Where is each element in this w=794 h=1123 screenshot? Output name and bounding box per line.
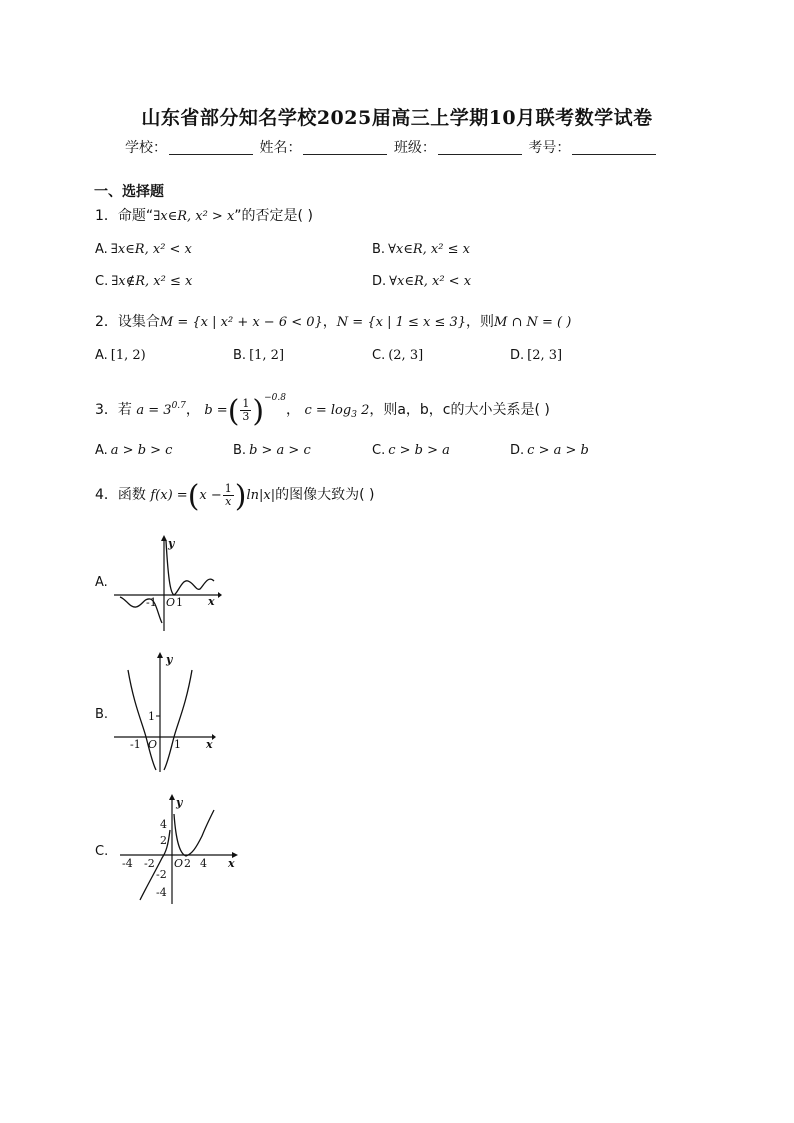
stem-text: 的图像大致为( ) xyxy=(275,487,375,503)
x-label: x xyxy=(228,857,235,870)
option-label: C. xyxy=(372,443,386,458)
tick-label: 4 xyxy=(160,818,167,831)
question-1-option-d[interactable] xyxy=(372,274,471,289)
origin-label: O xyxy=(166,596,176,609)
name-blank[interactable] xyxy=(303,140,387,155)
option-label: D. xyxy=(510,443,525,458)
b-expression: b =( $\frac{1}{3}$ )$^{-0.8}$ xyxy=(204,393,286,429)
tick-label: 2 xyxy=(160,834,167,847)
graph-a[interactable] xyxy=(112,535,222,635)
question-4-option-a-label[interactable]: A. xyxy=(95,575,108,590)
option-text: ∀x∈R, x² ≤ x xyxy=(388,242,470,257)
option-text: [2, 3] xyxy=(527,348,563,363)
question-1-stem xyxy=(95,205,313,225)
y-label: y xyxy=(176,796,183,809)
school-blank[interactable] xyxy=(169,140,253,155)
question-2-stem: 2．设集合M = {x | x² + x − 6 < 0}，N = {x | 1 ≤ x ≤ 3}，则M ∩ N = ( ) xyxy=(95,314,572,330)
origin-label: O xyxy=(148,738,158,751)
name-label: 姓名： xyxy=(259,140,302,156)
tick-label: 1 xyxy=(174,738,181,751)
question-4-option-c-label[interactable]: C. xyxy=(95,844,109,859)
question-2-option-c[interactable] xyxy=(372,348,423,363)
student-info-line xyxy=(125,137,658,157)
option-label: A. xyxy=(95,348,108,363)
question-number: 2． xyxy=(95,314,118,330)
option-label: A. xyxy=(95,242,108,257)
option-label: C. xyxy=(95,274,109,289)
a-expression: $a = 3^{0.7}$ xyxy=(136,401,186,418)
stem-text: 设集合 xyxy=(117,314,160,330)
curve-right xyxy=(164,670,192,770)
x-axis-arrow xyxy=(212,734,216,740)
option-text: ∃x∉R, x² ≤ x xyxy=(111,274,193,289)
page-title: 山东省部分知名学校2025届高三上学期10月联考数学试卷 xyxy=(141,107,653,129)
question-3-stem: 3．若 $a = 3^{0.7}$， b =( $\frac{1}{3}$ )$^{-0.8}$， $c = \log_3 2$，则a，b，c的大小关系是( ) xyxy=(95,393,550,429)
stem-text: ，则 xyxy=(466,314,495,330)
tick-label: -1 xyxy=(130,738,141,751)
exam-number-label: 考号： xyxy=(528,140,571,156)
x-label: x xyxy=(206,738,213,751)
question-3-option-c[interactable] xyxy=(372,443,450,458)
tick-label: -4 xyxy=(122,857,133,870)
tick-label: -2 xyxy=(156,868,167,881)
y-axis-arrow xyxy=(157,652,163,658)
option-text: [1, 2) xyxy=(110,348,146,363)
school-label: 学校： xyxy=(125,140,167,156)
stem-text: ”的否定是( ) xyxy=(234,208,313,224)
y-label: y xyxy=(168,537,175,550)
option-label: D. xyxy=(372,274,387,289)
set-n: N = {x | 1 ≤ x ≤ 3} xyxy=(336,315,467,330)
tick-label: 4 xyxy=(200,857,207,870)
question-2-option-a[interactable] xyxy=(95,348,146,363)
section-heading: 一、选择题 xyxy=(94,184,164,200)
option-text: ∃x∈R, x² < x xyxy=(110,242,192,257)
question-number: 1． xyxy=(95,208,118,224)
graph-b[interactable] xyxy=(112,650,222,775)
graph-c[interactable] xyxy=(112,790,242,908)
option-label: D. xyxy=(510,348,525,363)
option-label: A. xyxy=(95,443,108,458)
question-1-option-c[interactable] xyxy=(95,274,192,289)
question-1-option-b[interactable] xyxy=(372,242,470,257)
question-4-option-b-label[interactable]: B. xyxy=(95,707,109,722)
exam-number-blank[interactable] xyxy=(572,140,656,155)
tick-label: 1 xyxy=(148,710,155,723)
question-2-option-b[interactable] xyxy=(233,348,284,363)
x-axis-arrow xyxy=(218,592,222,598)
y-label: y xyxy=(166,653,173,666)
c-expression: $c = \log_3 2$ xyxy=(304,403,370,420)
stem-expr: M ∩ N = ( ) xyxy=(494,315,572,330)
option-text: ∀x∈R, x² < x xyxy=(389,274,472,289)
y-axis-arrow xyxy=(169,794,175,800)
tick-label: 1 xyxy=(176,596,183,609)
option-label: B. xyxy=(233,443,247,458)
question-number: 3． xyxy=(95,402,118,418)
class-blank[interactable] xyxy=(438,140,522,155)
option-text: c > b > a xyxy=(388,443,450,458)
tick-label: 2 xyxy=(184,857,191,870)
question-3-option-b[interactable] xyxy=(233,443,311,458)
curve-right xyxy=(174,810,214,856)
question-1-option-a[interactable] xyxy=(95,242,192,257)
tick-label: -1 xyxy=(146,596,157,609)
question-3-option-d[interactable] xyxy=(510,443,589,458)
option-text: [1, 2] xyxy=(249,348,285,363)
stem-text: 命题“ xyxy=(117,208,154,224)
question-3-option-a[interactable] xyxy=(95,443,172,458)
stem-text: 函数 xyxy=(117,487,146,503)
option-text: (2, 3] xyxy=(388,348,424,363)
class-label: 班级： xyxy=(393,140,436,156)
tick-label: -4 xyxy=(156,886,167,899)
option-label: B. xyxy=(372,242,386,257)
question-number: 4． xyxy=(95,487,118,503)
stem-text: ，则a，b，c的大小关系是( ) xyxy=(369,402,550,418)
question-2-option-d[interactable] xyxy=(510,348,562,363)
y-axis-arrow xyxy=(161,535,167,541)
option-text: c > a > b xyxy=(527,443,589,458)
option-label: C. xyxy=(372,348,386,363)
option-text: b > a > c xyxy=(249,443,311,458)
x-label: x xyxy=(208,595,215,608)
option-label: B. xyxy=(233,348,247,363)
stem-math: ∃x∈R, x² > x xyxy=(153,209,235,224)
tick-label: -2 xyxy=(144,857,155,870)
stem-text: 若 xyxy=(117,402,132,418)
option-text: a > b > c xyxy=(110,443,173,458)
question-4-stem xyxy=(95,479,375,514)
set-m: M = {x | x² + x − 6 < 0} xyxy=(159,315,323,330)
function-expression: f(x) =(x − $\frac{1}{x}$ )ln|x| xyxy=(150,479,276,514)
origin-label: O xyxy=(174,857,184,870)
